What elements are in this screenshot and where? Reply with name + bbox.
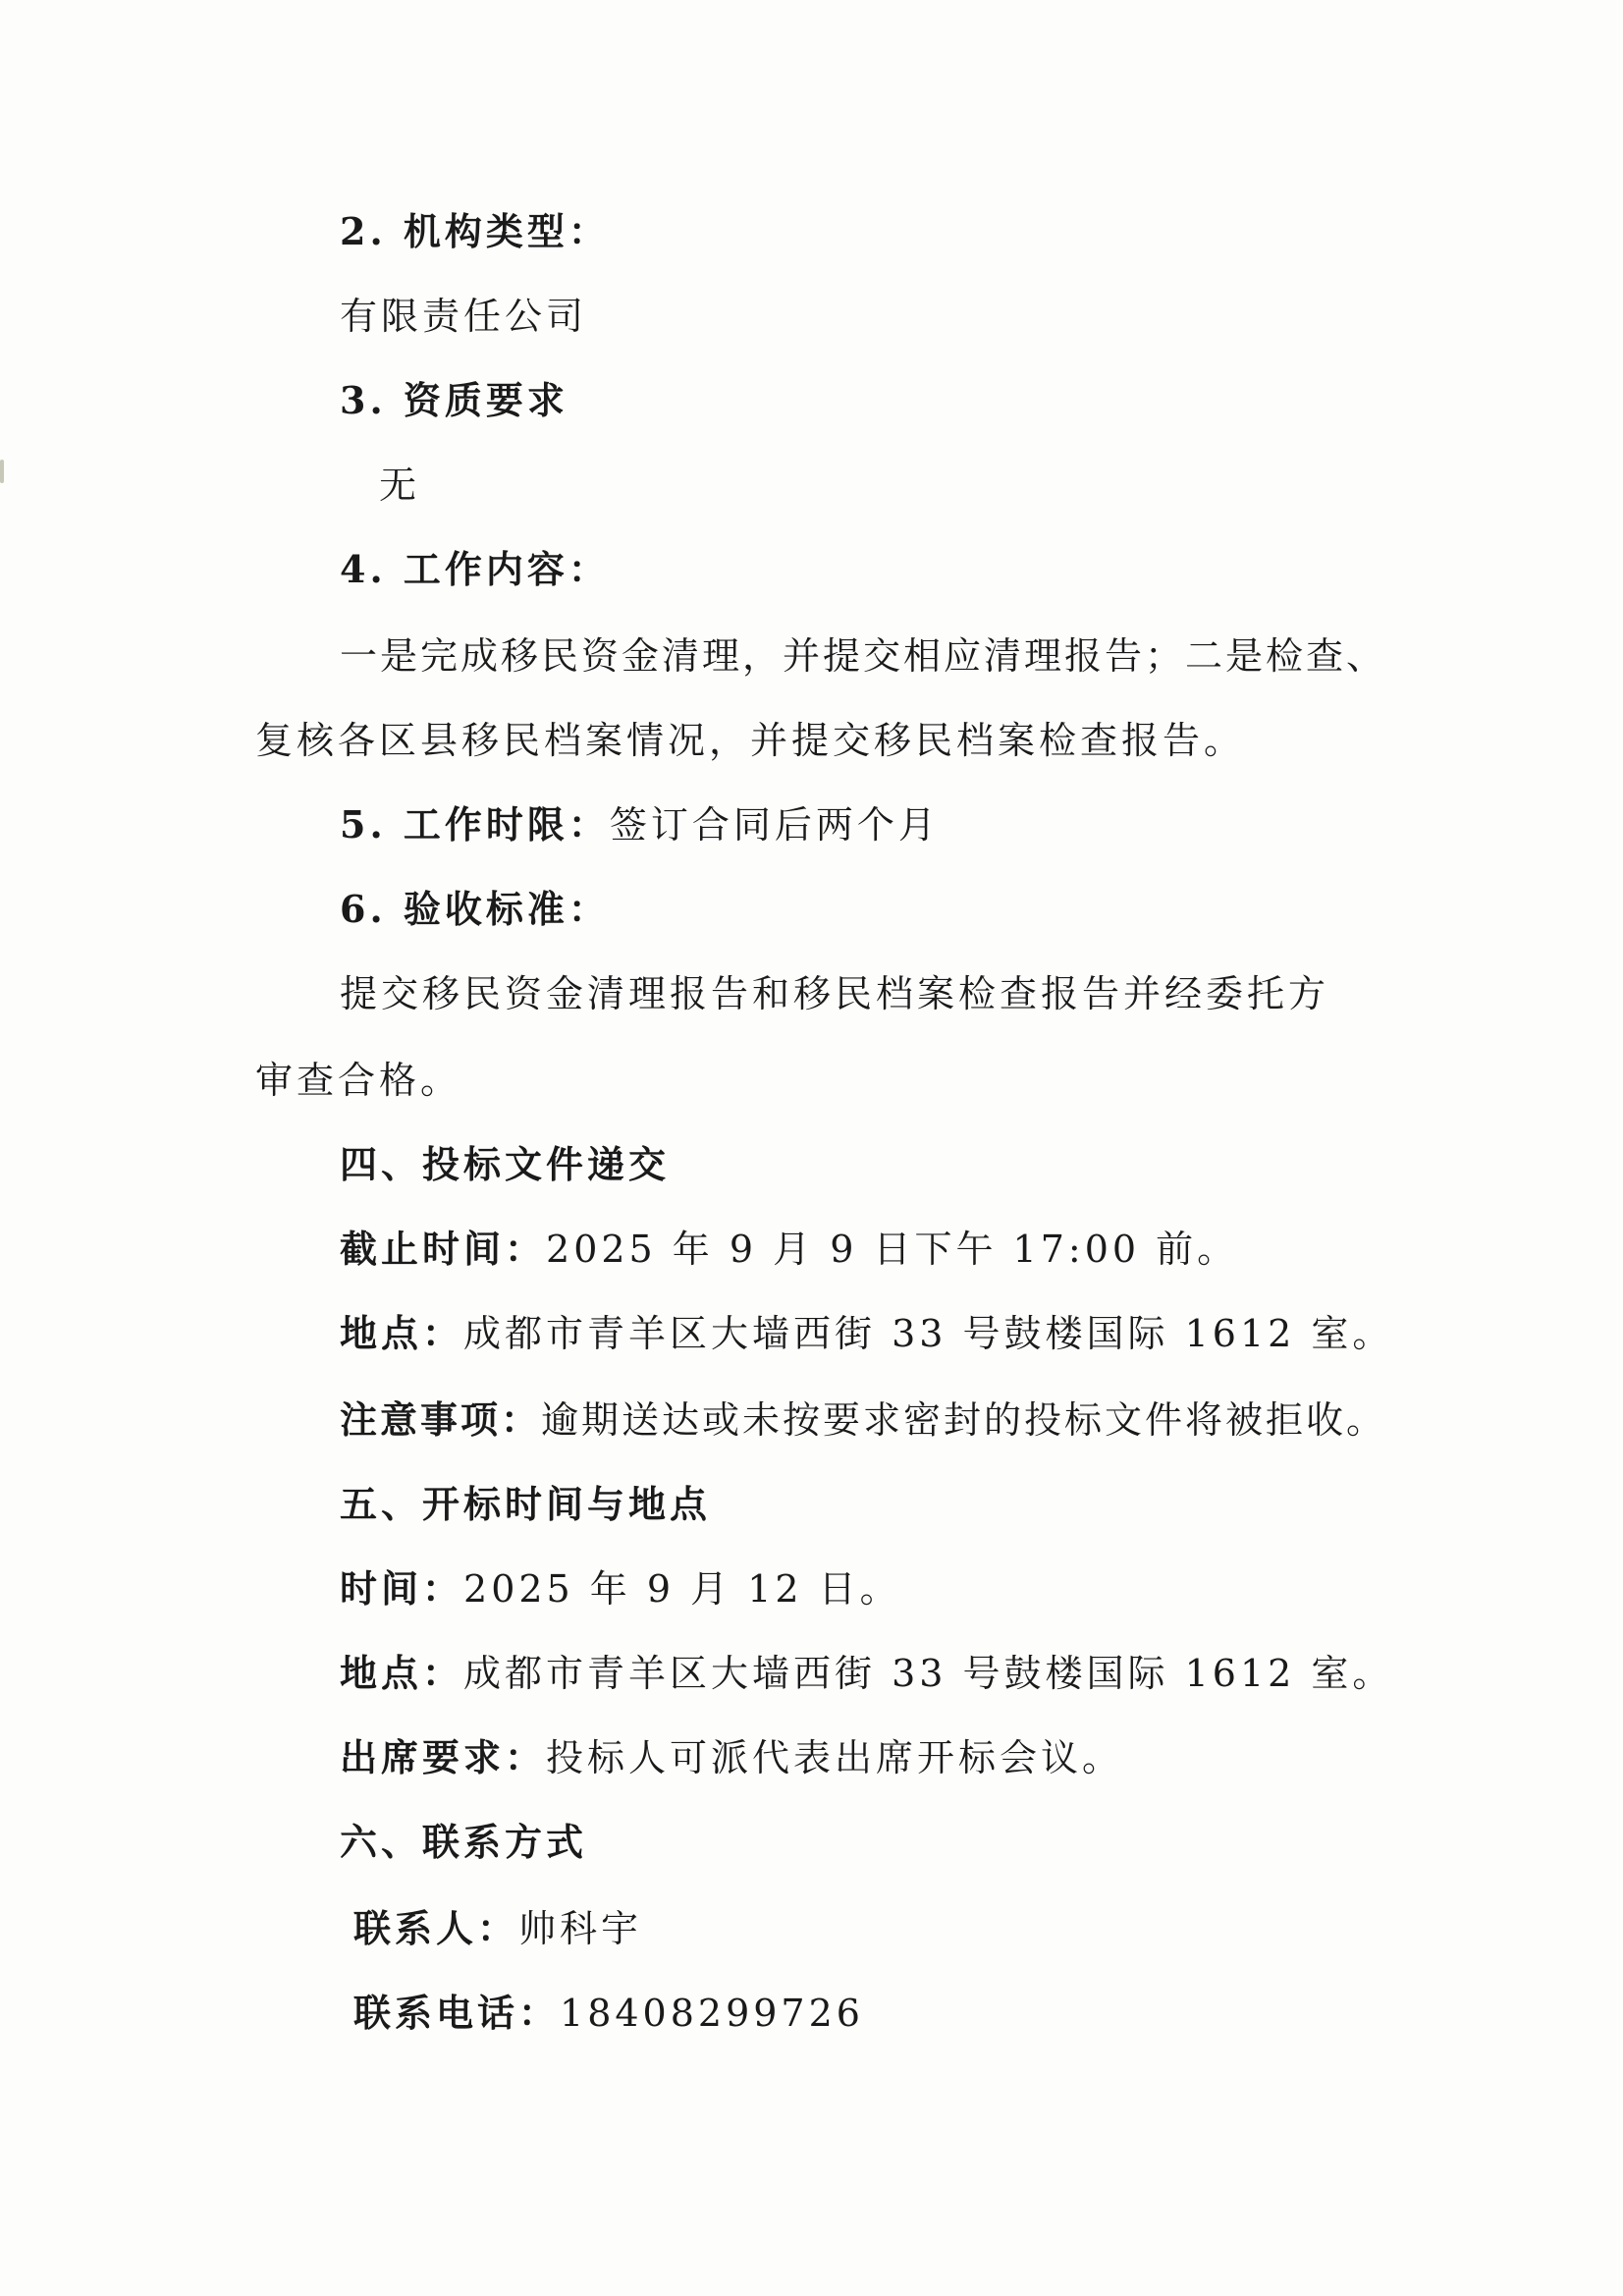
qualification-heading: 3. 资质要求 [340,378,568,422]
work-content-line-2: 复核各区县移民档案情况，并提交移民档案检查报告。 [255,719,1246,762]
contact-person-value: 帅科宇 [518,1907,643,1950]
work-period-row [340,801,940,848]
contact-phone-row [353,1990,864,2037]
opening-time-label: 时间： [340,1566,464,1611]
bid-opening-heading: 五、开标时间与地点 [340,1482,712,1526]
attendance-value: 投标人可派代表出席开标会议。 [546,1736,1124,1779]
deadline-value: 2025 年 9 月 9 日下午 17:00 前。 [546,1228,1239,1271]
opening-location-row [340,1650,1393,1697]
notice-row [340,1396,1386,1444]
org-type-value: 有限责任公司 [340,295,588,338]
attendance-label: 出席要求： [340,1735,547,1779]
deadline-row [340,1226,1238,1273]
work-period-value: 签订合同后两个月 [609,803,940,847]
opening-time-value: 2025 年 9 月 12 日。 [463,1567,901,1611]
opening-time-row [340,1565,901,1613]
submission-location-value: 成都市青羊区大墙西街 33 号鼓楼国际 1612 室。 [463,1312,1394,1355]
attendance-row [340,1734,1123,1781]
notice-value: 逾期送达或未按要求密封的投标文件将被拒收。 [541,1398,1387,1442]
org-type-heading: 2. 机构类型： [340,209,610,253]
contact-person-label: 联系人： [353,1906,519,1950]
contact-person-row [353,1905,642,1952]
work-period-heading: 5. 工作时限： [340,802,610,847]
contact-heading: 六、联系方式 [340,1820,588,1864]
contact-phone-label: 联系电话： [353,1991,561,2035]
opening-location-label: 地点： [340,1651,464,1695]
opening-location-value: 成都市青羊区大墙西街 33 号鼓楼国际 1612 室。 [463,1652,1394,1695]
bid-submission-heading: 四、投标文件递交 [340,1142,671,1186]
contact-phone-value: 18408299726 [560,1992,864,2035]
acceptance-heading: 6. 验收标准： [340,887,610,931]
deadline-label: 截止时间： [340,1227,547,1271]
qualification-value: 无 [379,464,421,507]
submission-location-row [340,1310,1393,1357]
scan-artifact [0,460,4,483]
work-content-heading: 4. 工作内容： [340,547,610,591]
submission-location-label: 地点： [340,1311,464,1355]
acceptance-line-2: 审查合格。 [255,1059,462,1102]
acceptance-line-1: 提交移民资金清理报告和移民档案检查报告并经委托方 [340,972,1330,1015]
work-content-line-1: 一是完成移民资金清理，并提交相应清理报告；二是检查、 [340,634,1387,678]
notice-label: 注意事项： [340,1397,542,1442]
